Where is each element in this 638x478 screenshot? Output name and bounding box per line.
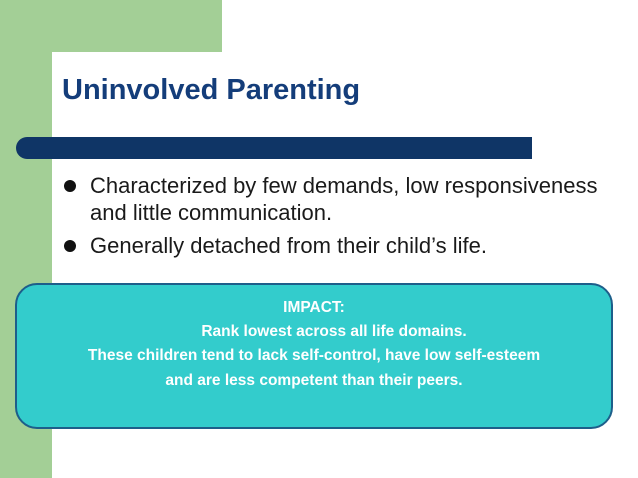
impact-callout-box	[15, 283, 613, 429]
slide-title: Uninvolved Parenting	[62, 74, 361, 106]
bullet-list	[62, 172, 622, 265]
callout-heading: IMPACT:	[283, 299, 345, 316]
callout-line: These children tend to lack self-control, have low self-esteem	[87, 347, 541, 364]
bullet-item	[62, 172, 622, 226]
bullet-dot-icon	[64, 180, 76, 192]
green-top-tab	[52, 0, 222, 52]
bullet-dot-icon	[64, 240, 76, 252]
bullet-text: Characterized by few demands, low responsiveness and little communication.	[90, 173, 598, 225]
callout-line: and are less competent than their peers.	[165, 372, 463, 389]
bullet-text: Generally detached from their child’s life.	[90, 233, 488, 258]
bullet-item	[62, 232, 622, 259]
title-divider-bar	[16, 137, 532, 159]
callout-line: Rank lowest across all life domains.	[201, 323, 467, 340]
